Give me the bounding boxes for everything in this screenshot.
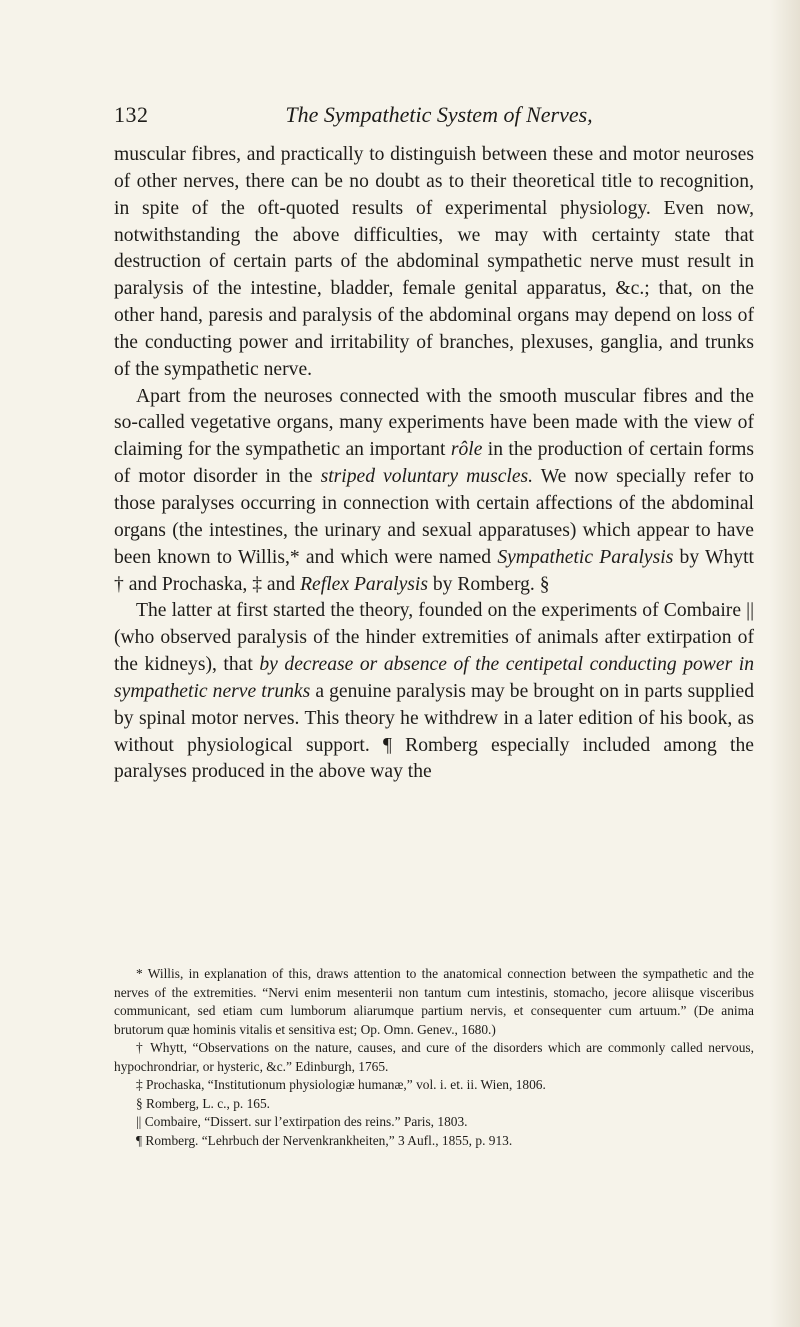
paragraph-3-text-b: a genuine paralysis may be brought on in parts supplied by spinal motor nerves. This theory he withdrew in a later edition of his book, as without physiological support. ¶ Romberg especially included among the paralyses produced in the above way the — [114, 680, 754, 783]
paragraph-2-text-e: by Romberg. § — [427, 573, 550, 595]
paragraph-2 — [114, 384, 754, 599]
footnote-willis: * Willis, in explanation of this, draws attention to the anatomical connection between the sympathetic and the nerves of the extremities. “Nervi enim mesenterii non tantum cum intestinis, stomacho, jecore aliisque visceribus communicant, sed etiam cum lumborum aliarumque partium nervis, et consequenter cum artuum.” (De anima brutorum quæ hominis vitalis et sensitiva est; Op. Omn. Genev., 1680.) — [114, 966, 754, 1037]
footnote-prochaska: ‡ Prochaska, “Institutionum physiologiæ humanæ,” vol. i. et. ii. Wien, 1806. — [136, 1077, 546, 1092]
italic-striped-muscles: striped voluntary muscles. — [320, 466, 534, 488]
running-head: The Sympathetic System of Nerves, — [285, 102, 593, 127]
page-number: 132 — [114, 102, 149, 127]
footnote-combaire: || Combaire, “Dissert. sur l’extirpation des reins.” Paris, 1803. — [136, 1114, 468, 1129]
italic-centipetal-theory: by decrease or absence of the centipetal conducting power in sympathetic nerve trunks — [114, 654, 754, 702]
paragraph-3 — [114, 598, 754, 786]
footnote-whytt: † Whytt, “Observations on the nature, causes, and cure of the disorders which are commonly called nervous, hypochrondriar, or hysteric, &c.” Edinburgh, 1765. — [114, 1040, 754, 1074]
paragraph-3-text-a: The latter at first started the theory, founded on the experiments of Combaire || (who observed paralysis of the hinder extremities of animals after extirpation of the kidneys), that — [114, 600, 754, 676]
page-edge-shadow — [770, 0, 800, 1327]
italic-role: rôle — [450, 439, 483, 461]
paragraph-2-text-b: in the production of certain forms of motor disorder in the — [114, 439, 755, 488]
italic-reflex-paralysis: Reflex Paralysis — [300, 573, 428, 595]
paragraph-2-text-d: by Whytt † and Prochaska, ‡ and — [114, 546, 754, 595]
italic-sympathetic-paralysis: Sympathetic Paralysis — [497, 546, 674, 568]
paragraph-2-text-c: We now specially refer to those paralyses occurring in connection with certain affections of the abdominal organs (the intestines, the urinary and sexual apparatuses) which appear to have been known to Willis,* and which were named — [114, 466, 754, 568]
footnote-romberg: § Romberg, L. c., p. 165. — [136, 1095, 271, 1111]
body-text — [114, 142, 754, 786]
paragraph-2-text-a: Apart from the neuroses connected with the smooth muscular fibres and the so-called vegetative organs, many experiments have been made with the view of claiming for the sympathetic an important — [114, 385, 754, 461]
footnotes — [114, 965, 754, 1150]
footnote-romberg-lehrbuch: ¶ Romberg. “Lehrbuch der Nervenkrankheiten,” 3 Aufl., 1855, p. 913. — [136, 1132, 513, 1148]
paragraph-1: muscular fibres, and practically to distinguish between these and motor neuroses of other nerves, there can be no doubt as to their theoretical title to recognition, in spite of the oft-quoted results of experimental physiology. Even now, notwithstanding the above difficulties, we may with certainty state that destruction of certain parts of the abdominal sympathetic nerve must result in paralysis of the intestine, bladder, female genital apparatus, &c.; that, on the other hand, paresis and paralysis of the abdominal organs may depend on loss of the conducting power and irritability of branches, plexuses, ganglia, and trunks of the sympathetic nerve. — [114, 144, 754, 380]
page-header — [114, 102, 754, 132]
